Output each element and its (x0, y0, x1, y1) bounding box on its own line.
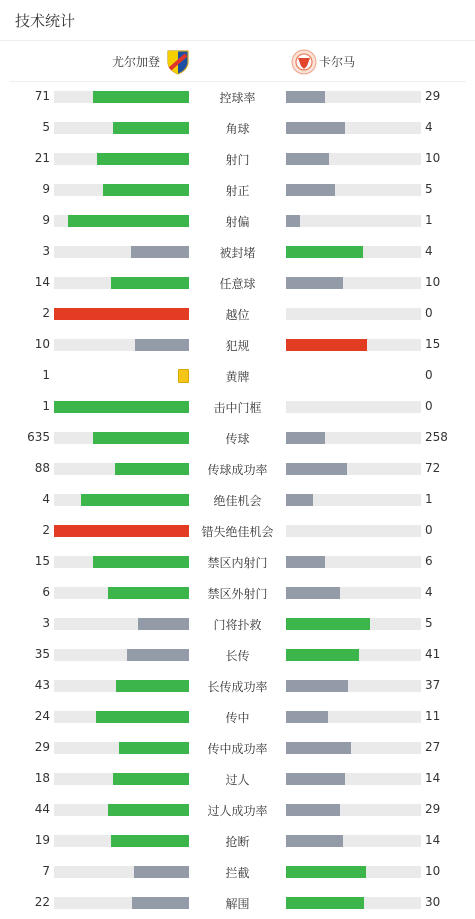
stat-row (0, 360, 475, 391)
away-value: 30 (425, 895, 441, 909)
home-bar-fill (119, 742, 189, 754)
home-value: 10 (34, 337, 50, 351)
stat-row (0, 670, 475, 701)
home-bar-fill (138, 618, 189, 630)
home-bar-track (54, 773, 189, 785)
home-bar-track (54, 122, 189, 134)
away-bar-track (286, 556, 421, 568)
away-bar-track (286, 711, 421, 723)
away-value: 29 (425, 802, 441, 816)
stat-label: 禁区内射门 (207, 556, 268, 570)
away-value: 10 (425, 864, 441, 878)
away-value: 29 (425, 89, 441, 103)
away-bar-track (286, 432, 421, 444)
home-value: 88 (34, 461, 50, 475)
home-bar-fill (132, 897, 189, 909)
stat-row (0, 453, 475, 484)
stat-label: 拦截 (225, 866, 250, 880)
home-team-name[interactable]: 尤尔加登 (111, 55, 160, 69)
home-bar-fill (127, 649, 189, 661)
away-bar-track (286, 184, 421, 196)
away-value: 4 (425, 244, 433, 258)
home-value: 15 (34, 554, 50, 568)
away-bar-track (286, 277, 421, 289)
home-value: 7 (42, 864, 50, 878)
home-bar-fill (108, 804, 189, 816)
away-bar-track (286, 649, 421, 661)
away-bar-fill (286, 587, 340, 599)
home-bar-fill (108, 587, 189, 599)
stat-row (0, 732, 475, 763)
home-bar-fill (93, 556, 189, 568)
stat-label: 门将扑救 (213, 618, 262, 632)
away-bar-fill (286, 556, 325, 568)
home-value: 29 (34, 740, 50, 754)
home-bar-track (54, 711, 189, 723)
home-bar-fill (97, 153, 189, 165)
away-bar-fill (286, 773, 345, 785)
stat-row (0, 577, 475, 608)
away-bar-fill (286, 649, 359, 661)
away-value: 1 (425, 213, 433, 227)
home-value: 14 (34, 275, 50, 289)
stat-label: 长传成功率 (207, 680, 268, 694)
home-value: 21 (34, 151, 50, 165)
stat-row (0, 794, 475, 825)
stat-row (0, 701, 475, 732)
stat-label: 解围 (225, 897, 250, 911)
stat-row (0, 515, 475, 546)
away-bar-track (286, 215, 421, 227)
home-value: 1 (42, 368, 50, 382)
stat-row (0, 81, 475, 112)
away-bar-fill (286, 463, 347, 475)
away-bar-fill (286, 215, 300, 227)
home-value: 9 (42, 213, 50, 227)
away-bar-fill (286, 91, 325, 103)
stat-label: 传球成功率 (207, 463, 268, 477)
stat-row (0, 856, 475, 887)
home-value: 71 (34, 89, 50, 103)
home-bar-fill (131, 246, 189, 258)
stat-row (0, 112, 475, 143)
away-value: 15 (425, 337, 441, 351)
home-value: 43 (34, 678, 50, 692)
away-value: 4 (425, 120, 433, 134)
away-bar-fill (286, 339, 367, 351)
stat-label: 犯规 (225, 339, 250, 353)
away-bar-fill (286, 184, 335, 196)
away-team-logo-icon[interactable] (291, 49, 317, 75)
home-value: 2 (42, 306, 50, 320)
home-team-logo-icon[interactable] (166, 49, 190, 75)
home-bar-track (54, 463, 189, 475)
away-bar-track (286, 91, 421, 103)
away-bar-fill (286, 432, 325, 444)
home-bar-track (54, 277, 189, 289)
away-value: 37 (425, 678, 441, 692)
away-value: 0 (425, 306, 433, 320)
away-bar-track (286, 308, 421, 320)
home-value: 24 (34, 709, 50, 723)
home-value: 4 (42, 492, 50, 506)
away-bar-track (286, 153, 421, 165)
home-bar-fill (113, 122, 189, 134)
stat-label: 绝佳机会 (213, 494, 262, 508)
away-bar-fill (286, 153, 329, 165)
away-bar-track (286, 804, 421, 816)
away-value: 0 (425, 368, 433, 382)
away-bar-fill (286, 866, 366, 878)
away-bar-track (286, 525, 421, 537)
home-bar-track (54, 866, 189, 878)
home-bar-track (54, 680, 189, 692)
away-bar-track (286, 866, 421, 878)
home-bar-track (54, 618, 189, 630)
home-bar-track (54, 804, 189, 816)
home-bar-track (54, 215, 189, 227)
away-bar-track (286, 122, 421, 134)
home-bar-fill (113, 773, 189, 785)
home-bar-track (54, 432, 189, 444)
stat-row (0, 825, 475, 856)
home-bar-track (54, 153, 189, 165)
away-bar-track (286, 773, 421, 785)
stat-label: 过人成功率 (207, 804, 268, 818)
home-bar-fill (68, 215, 190, 227)
home-bar-fill (135, 339, 189, 351)
stat-label: 长传 (225, 649, 250, 663)
away-bar-track (286, 339, 421, 351)
home-bar-track (54, 649, 189, 661)
away-value: 6 (425, 554, 433, 568)
home-value: 44 (34, 802, 50, 816)
stat-row (0, 174, 475, 205)
stat-row (0, 546, 475, 577)
stat-row (0, 639, 475, 670)
away-value: 258 (425, 430, 448, 444)
home-value: 22 (34, 895, 50, 909)
home-bar-track (54, 339, 189, 351)
stat-label: 角球 (225, 122, 250, 136)
stat-label: 过人 (225, 773, 250, 787)
home-bar-fill (54, 401, 189, 413)
yellow-card-icon (178, 369, 189, 383)
away-value: 1 (425, 492, 433, 506)
stat-label: 击中门框 (213, 401, 262, 415)
home-bar-fill (116, 680, 189, 692)
away-bar-fill (286, 711, 328, 723)
home-bar-track (54, 246, 189, 258)
stat-label: 抢断 (225, 835, 250, 849)
teams-header (0, 41, 475, 81)
stat-row (0, 143, 475, 174)
home-bar-fill (134, 866, 189, 878)
stat-row (0, 391, 475, 422)
home-value: 5 (42, 120, 50, 134)
away-bar-fill (286, 494, 313, 506)
home-bar-track (54, 587, 189, 599)
away-bar-track (286, 742, 421, 754)
away-bar-track (286, 463, 421, 475)
home-bar-fill (111, 277, 189, 289)
home-bar-fill (115, 463, 189, 475)
stat-label: 传中成功率 (207, 742, 268, 756)
home-value: 3 (42, 244, 50, 258)
home-value: 9 (42, 182, 50, 196)
home-bar-fill (96, 711, 189, 723)
stat-row (0, 484, 475, 515)
stat-label: 黄牌 (225, 370, 250, 384)
away-value: 0 (425, 523, 433, 537)
stat-label: 错失绝佳机会 (201, 525, 274, 539)
away-bar-fill (286, 835, 343, 847)
away-value: 10 (425, 275, 441, 289)
stat-row (0, 329, 475, 360)
away-value: 11 (425, 709, 441, 723)
stat-label: 射正 (225, 184, 250, 198)
away-bar-track (286, 587, 421, 599)
away-value: 10 (425, 151, 441, 165)
home-bar-fill (103, 184, 189, 196)
stat-label: 控球率 (219, 91, 256, 105)
home-value: 2 (42, 523, 50, 537)
stat-label: 禁区外射门 (207, 587, 268, 601)
home-bar-fill (54, 525, 189, 537)
away-bar-track (286, 835, 421, 847)
away-bar-track (286, 246, 421, 258)
stat-label: 被封堵 (219, 246, 256, 260)
home-value: 35 (34, 647, 50, 661)
away-bar-track (286, 680, 421, 692)
home-bar-fill (93, 91, 189, 103)
stat-label: 越位 (225, 308, 250, 322)
away-value: 14 (425, 833, 441, 847)
home-bar-track (54, 525, 189, 537)
stat-row (0, 763, 475, 794)
away-value: 0 (425, 399, 433, 413)
away-value: 5 (425, 182, 433, 196)
home-bar-track (54, 835, 189, 847)
away-bar-fill (286, 277, 343, 289)
away-bar-fill (286, 897, 364, 909)
stat-row (0, 236, 475, 267)
stat-label: 射门 (225, 153, 250, 167)
home-bar-fill (54, 308, 189, 320)
home-bar-track (54, 897, 189, 909)
home-bar-track (54, 91, 189, 103)
away-bar-fill (286, 246, 363, 258)
home-bar-track (54, 308, 189, 320)
stat-row (0, 422, 475, 453)
away-bar-fill (286, 618, 370, 630)
home-bar-fill (111, 835, 189, 847)
away-value: 5 (425, 616, 433, 630)
away-value: 27 (425, 740, 441, 754)
away-bar-track (286, 897, 421, 909)
away-value: 41 (425, 647, 441, 661)
home-bar-track (54, 742, 189, 754)
home-value: 1 (42, 399, 50, 413)
stat-label: 传中 (225, 711, 250, 725)
away-bar-fill (286, 804, 340, 816)
home-bar-fill (81, 494, 189, 506)
stat-label: 传球 (225, 432, 250, 446)
home-value: 3 (42, 616, 50, 630)
home-bar-track (54, 401, 189, 413)
home-value: 18 (34, 771, 50, 785)
stat-row (0, 608, 475, 639)
away-bar-fill (286, 122, 345, 134)
home-value: 6 (42, 585, 50, 599)
away-value: 14 (425, 771, 441, 785)
home-bar-track (54, 184, 189, 196)
home-value: 635 (27, 430, 50, 444)
away-team-name[interactable]: 卡尔马 (319, 55, 356, 69)
away-value: 4 (425, 585, 433, 599)
stat-row (0, 887, 475, 918)
away-bar-fill (286, 742, 351, 754)
home-bar-fill (93, 432, 189, 444)
stat-row (0, 298, 475, 329)
stats-list (0, 81, 475, 918)
home-bar-track (54, 494, 189, 506)
home-bar-track (54, 556, 189, 568)
away-bar-track (286, 401, 421, 413)
stat-row (0, 205, 475, 236)
away-bar-fill (286, 680, 348, 692)
away-bar-track (286, 618, 421, 630)
home-value: 19 (34, 833, 50, 847)
stat-row (0, 267, 475, 298)
away-value: 72 (425, 461, 441, 475)
stat-label: 任意球 (219, 277, 256, 291)
away-bar-track (286, 494, 421, 506)
section-title: 技术统计 (15, 12, 76, 30)
stat-label: 射偏 (225, 215, 250, 229)
